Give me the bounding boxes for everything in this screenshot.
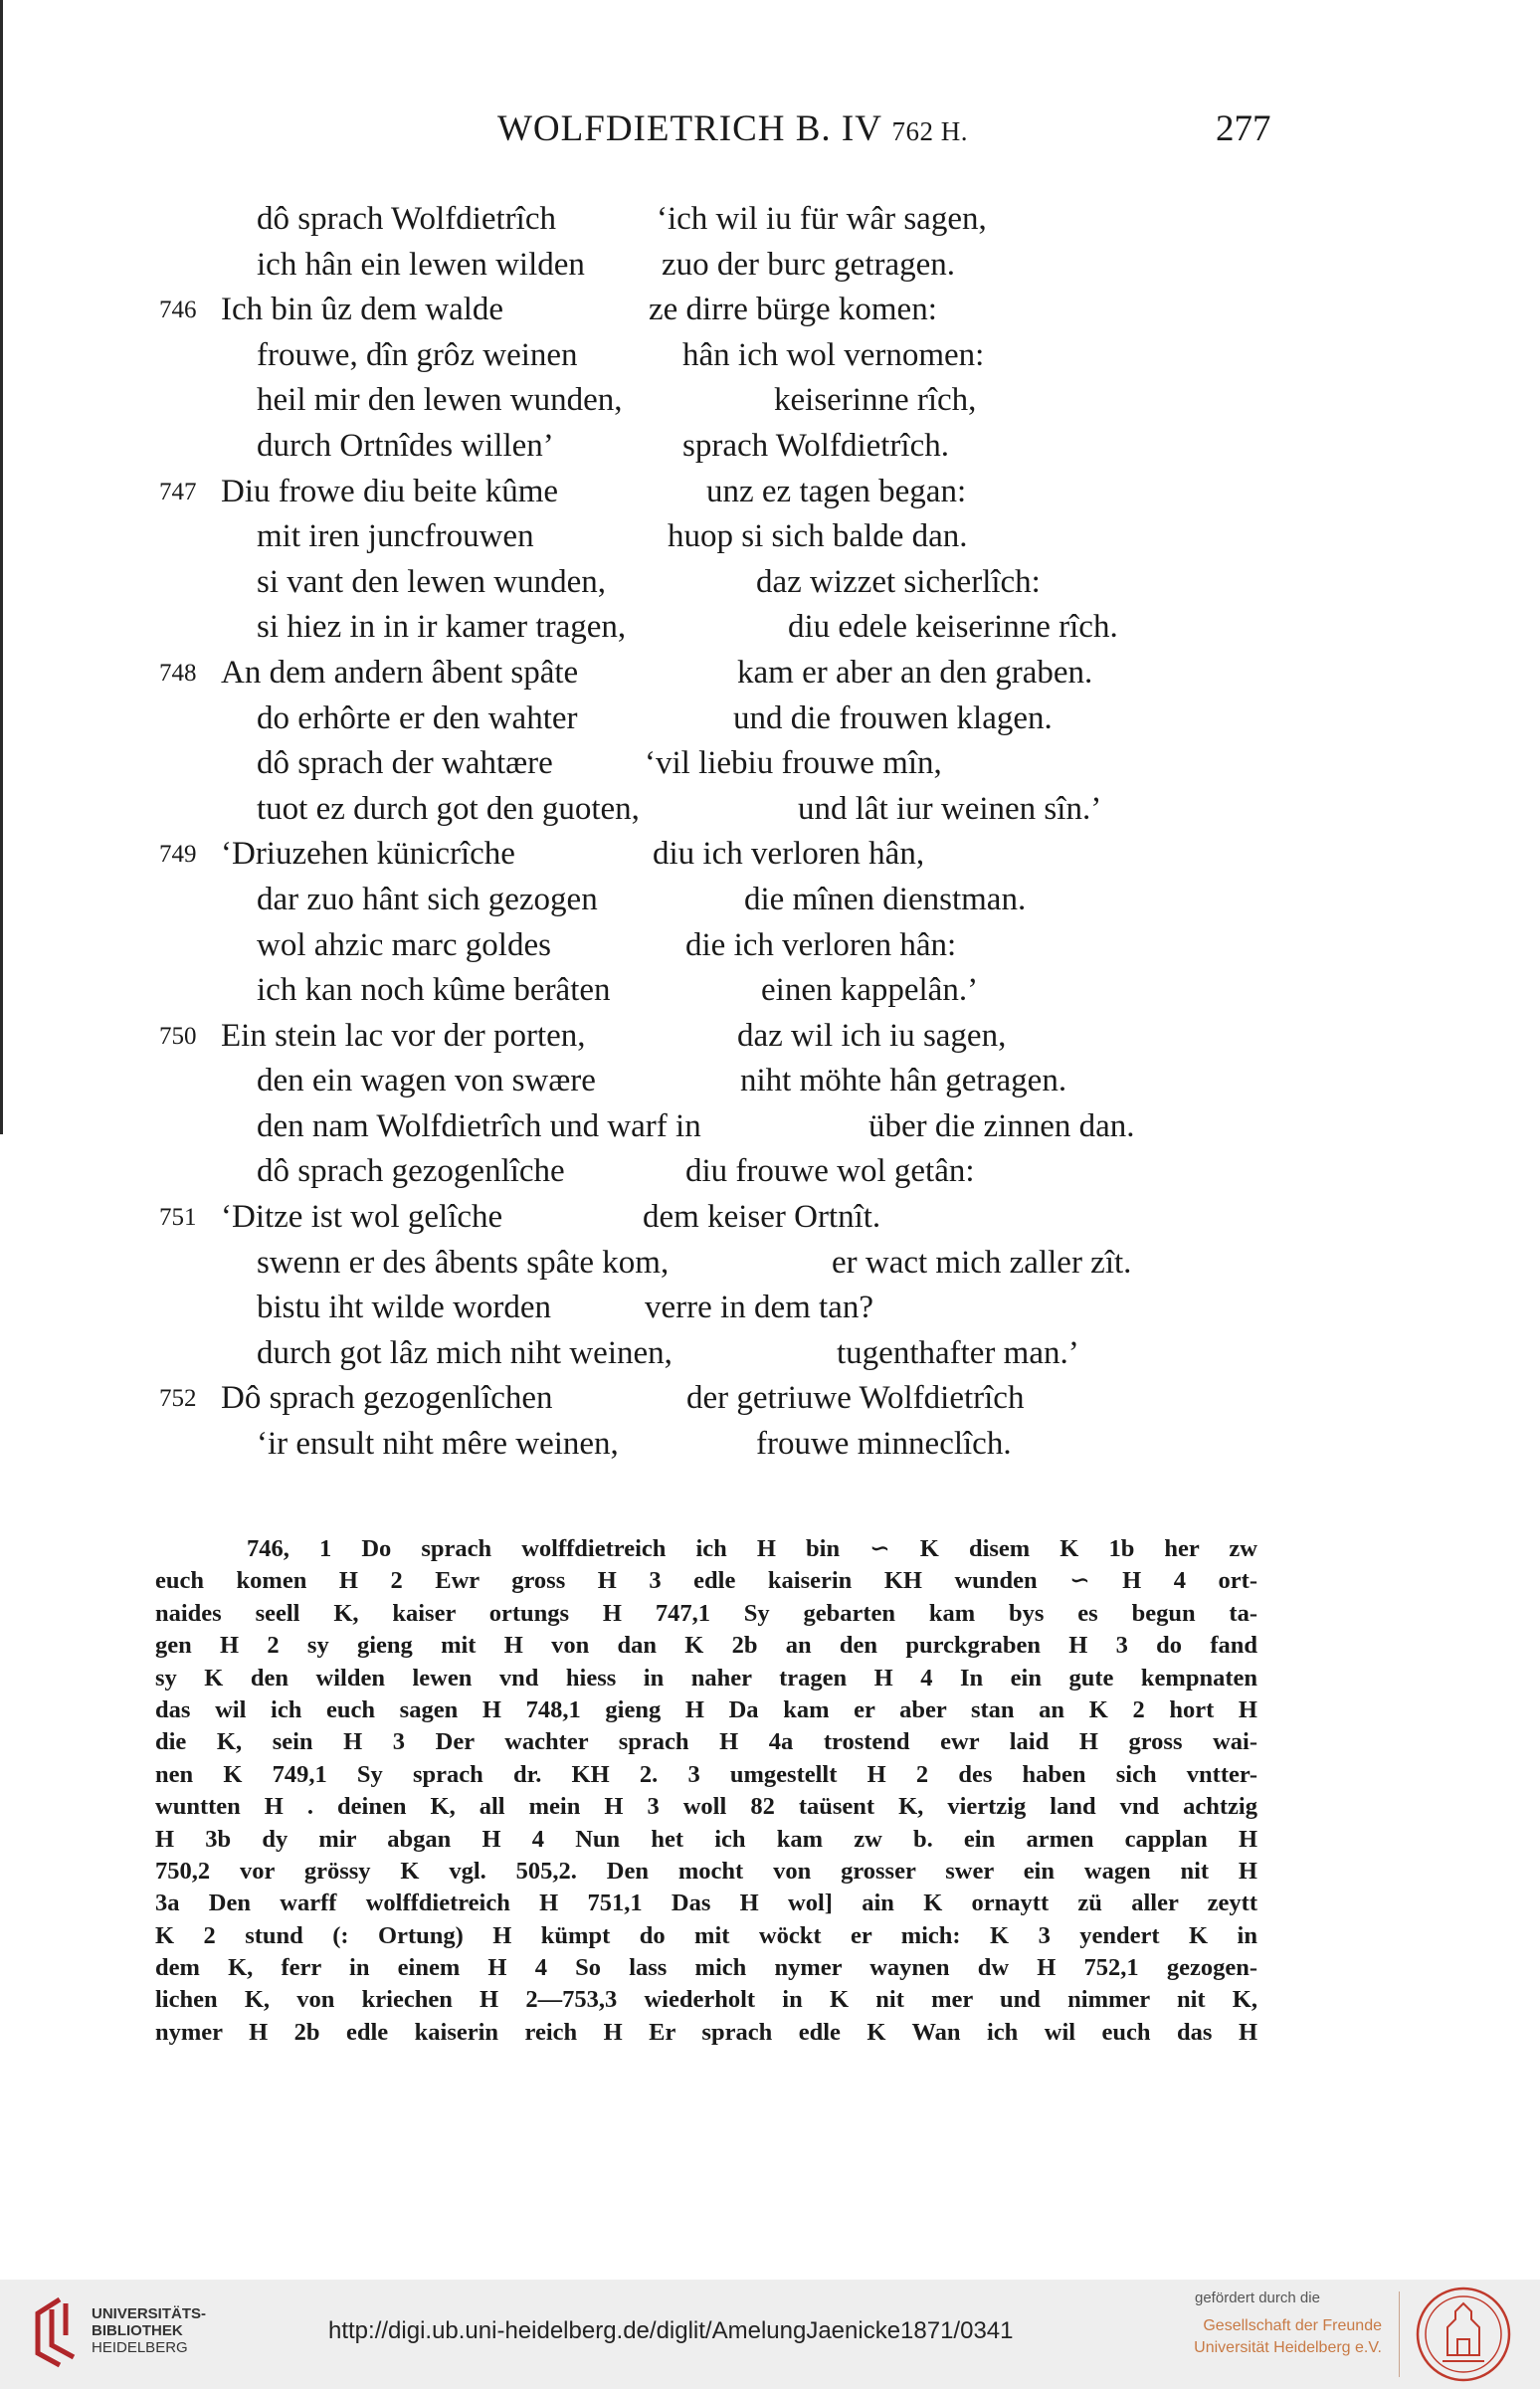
verse-first-half: ich hân ein lewen wilden xyxy=(257,246,585,283)
verse-first-half: do erhôrte er den wahter xyxy=(257,699,578,736)
verse-line xyxy=(0,1331,1540,1377)
verse-line xyxy=(0,832,1540,878)
sponsor-label: gefördert durch die xyxy=(1195,2289,1320,2306)
verse-second-half: diu edele keiserinne rîch. xyxy=(788,609,1118,646)
library-name-line1: UNIVERSITÄTS- xyxy=(92,2305,207,2322)
verse-line xyxy=(0,470,1540,515)
verse-first-half: den ein wagen von swære xyxy=(257,1063,596,1099)
apparatus-line: nymer H 2b edle kaiserin reich H Er sprach edle K Wan ich wil euch das H xyxy=(155,2018,1257,2046)
verse-second-half: und lât iur weinen sîn.’ xyxy=(798,790,1102,827)
verse-second-half: kam er aber an den graben. xyxy=(737,654,1093,691)
library-name-line3: HEIDELBERG xyxy=(92,2339,188,2356)
verse-first-half: durch got lâz mich niht weinen, xyxy=(257,1334,673,1371)
verse-second-half: einen kappelân.’ xyxy=(761,972,979,1009)
verse-line xyxy=(0,1014,1540,1060)
verse-second-half: verre in dem tan? xyxy=(645,1290,873,1326)
apparatus-line: naides seell K, kaiser ortungs H 747,1 Sy gebarten kam bys es begun ta- xyxy=(155,1599,1257,1627)
verse-line xyxy=(0,197,1540,243)
apparatus-line: gen H 2 sy gieng mit H von dan K 2b an den purckgraben H 3 do fand xyxy=(155,1632,1257,1660)
verse-second-half: ‘ich wil iu für wâr sagen, xyxy=(657,201,987,237)
verse-second-half: zuo der burc getragen. xyxy=(662,246,956,283)
apparatus-line: dem K, ferr in einem H 4 So lass mich nymer waynen dw H 752,1 gezogen- xyxy=(155,1954,1257,1982)
verse-second-half: er wact mich zaller zît. xyxy=(832,1244,1132,1281)
verse-second-half: frouwe minneclîch. xyxy=(756,1426,1012,1463)
verse-line xyxy=(0,243,1540,289)
verse-second-half: ze dirre bürge komen: xyxy=(649,292,937,328)
verse-line xyxy=(0,1422,1540,1468)
verse-second-half: die ich verloren hân: xyxy=(685,926,957,963)
running-title xyxy=(497,107,968,150)
verse-first-half: ‘Driuzehen künicrîche xyxy=(221,836,515,873)
page-number: 277 xyxy=(1216,108,1271,149)
library-name xyxy=(92,2305,206,2356)
verse-second-half: huop si sich balde dan. xyxy=(668,518,968,555)
verse-line xyxy=(0,968,1540,1014)
verse-first-half: Ich bin ûz dem walde xyxy=(221,292,504,328)
verse-first-half: den nam Wolfdietrîch und warf in xyxy=(257,1107,701,1144)
verse-second-half: daz wizzet sicherlîch: xyxy=(756,563,1041,600)
apparatus-line: wuntten H . deinen K, all mein H 3 woll 82 taüsent K, viertzig land vnd achtzig xyxy=(155,1793,1257,1821)
verse-line xyxy=(0,288,1540,333)
verse-line xyxy=(0,560,1540,606)
verse-line xyxy=(0,1104,1540,1150)
verse-line xyxy=(0,923,1540,969)
verse-first-half: dô sprach Wolfdietrîch xyxy=(257,201,556,237)
verse-first-half: bistu iht wilde worden xyxy=(257,1290,552,1326)
stanza-number: 746 xyxy=(159,297,197,324)
verse-first-half: ‘ir ensult niht mêre weinen, xyxy=(257,1426,619,1463)
verse-first-half: si vant den lewen wunden, xyxy=(257,563,606,600)
verse-first-half: Ein stein lac vor der porten, xyxy=(221,1017,586,1054)
apparatus-line: lichen K, von kriechen H 2—753,3 wiederholt in K nit mer und nimmer nit K, xyxy=(155,1986,1257,2014)
verse-first-half: dar zuo hânt sich gezogen xyxy=(257,881,598,917)
apparatus-line: 750,2 vor grössy K vgl. 505,2. Den mocht von grosser swer ein wagen nit H xyxy=(155,1857,1257,1885)
verse-line xyxy=(0,1059,1540,1104)
verse-second-half: sprach Wolfdietrîch. xyxy=(682,427,949,464)
verse-second-half: hân ich wol vernomen: xyxy=(682,336,985,373)
apparatus-line: euch komen H 2 Ewr gross H 3 edle kaiserin KH wunden ∽ H 4 ort- xyxy=(155,1567,1257,1595)
verse-second-half: diu frouwe wol getân: xyxy=(685,1153,975,1190)
stanza-number: 749 xyxy=(159,841,197,869)
running-head xyxy=(0,107,1540,157)
verse-second-half: über die zinnen dan. xyxy=(868,1107,1135,1144)
apparatus-line: nen K 749,1 Sy sprach dr. KH 2. 3 umgestellt H 2 des haben sich vntter- xyxy=(155,1760,1257,1788)
verse-first-half: dô sprach der wahtære xyxy=(257,745,553,782)
verse-first-half: swenn er des âbents spâte kom, xyxy=(257,1244,670,1281)
verse-line xyxy=(0,741,1540,787)
apparatus-line: K 2 stund (: Ortung) H kümpt do mit wöckt er mich: K 3 yendert K in xyxy=(155,1921,1257,1949)
verse-second-half: dem keiser Ortnît. xyxy=(643,1199,881,1236)
apparatus-line: H 3b dy mir abgan H 4 Nun het ich kam zw b. ein armen capplan H xyxy=(155,1825,1257,1853)
verse-first-half: dô sprach gezogenlîche xyxy=(257,1153,565,1190)
verse-line xyxy=(0,424,1540,470)
verse-line xyxy=(0,605,1540,651)
running-title-main: WOLFDIETRICH B. IV xyxy=(497,108,892,149)
verse-second-half: diu ich verloren hân, xyxy=(653,836,925,873)
apparatus-line: 3a Den warff wolffdietreich H 751,1 Das H wol] ain K ornaytt zü aller zeytt xyxy=(155,1890,1257,1917)
verse-first-half: heil mir den lewen wunden, xyxy=(257,382,623,419)
verse-line xyxy=(0,1376,1540,1422)
verse-second-half: keiserinne rîch, xyxy=(774,382,977,419)
verse-line xyxy=(0,514,1540,560)
sponsor-name xyxy=(1189,2315,1382,2359)
verse-line xyxy=(0,697,1540,742)
verse-line xyxy=(0,378,1540,424)
verse-line xyxy=(0,333,1540,379)
stanza-number: 750 xyxy=(159,1022,197,1050)
verse-second-half: der getriuwe Wolfdietrîch xyxy=(686,1380,1025,1417)
verse-first-half: frouwe, dîn grôz weinen xyxy=(257,336,578,373)
footer-divider xyxy=(1399,2291,1400,2377)
stanza-number: 752 xyxy=(159,1385,197,1413)
verse-second-half: tugenthafter man.’ xyxy=(837,1334,1079,1371)
sponsor-line1: Gesellschaft der Freunde xyxy=(1203,2317,1382,2334)
verse-second-half: die mînen dienstman. xyxy=(744,881,1027,917)
stanza-number: 751 xyxy=(159,1204,197,1232)
verse-first-half: An dem andern âbent spâte xyxy=(221,654,579,691)
sponsor-line2: Universität Heidelberg e.V. xyxy=(1194,2339,1382,2356)
verse-text xyxy=(0,197,1540,1468)
verse-first-half: durch Ortnîdes willen’ xyxy=(257,427,554,464)
stanza-number: 748 xyxy=(159,659,197,687)
verse-line xyxy=(0,1195,1540,1241)
university-library-logo-icon xyxy=(30,2295,82,2369)
critical-apparatus xyxy=(155,1533,1257,2049)
verse-second-half: niht möhte hân getragen. xyxy=(740,1063,1067,1099)
verse-first-half: ‘Ditze ist wol gelîche xyxy=(221,1199,503,1236)
verse-first-half: wol ahzic marc goldes xyxy=(257,926,551,963)
verse-second-half: unz ez tagen began: xyxy=(706,473,967,509)
stanza-number: 747 xyxy=(159,478,197,505)
verse-first-half: mit iren juncfrouwen xyxy=(257,518,534,555)
verse-second-half: ‘vil liebiu frouwe mîn, xyxy=(645,745,942,782)
verse-first-half: ich kan noch kûme berâten xyxy=(257,972,611,1009)
running-title-stanza: 762 H. xyxy=(891,116,969,146)
verse-second-half: daz wil ich iu sagen, xyxy=(737,1017,1007,1054)
verse-line xyxy=(0,878,1540,923)
university-seal-icon xyxy=(1415,2286,1512,2383)
verse-line xyxy=(0,1149,1540,1195)
verse-line xyxy=(0,1241,1540,1287)
apparatus-line: das wil ich euch sagen H 748,1 gieng H Da kam er aber stan an K 2 hort H xyxy=(155,1695,1257,1723)
permalink[interactable]: http://digi.ub.uni-heidelberg.de/diglit/AmelungJaenicke1871/0341 xyxy=(328,2317,1014,2344)
apparatus-line: die K, sein H 3 Der wachter sprach H 4a trostend ewr laid H gross wai- xyxy=(155,1728,1257,1756)
verse-first-half: tuot ez durch got den guoten, xyxy=(257,790,640,827)
verse-line xyxy=(0,787,1540,833)
verse-first-half: Diu frowe diu beite kûme xyxy=(221,473,559,509)
verse-second-half: und die frouwen klagen. xyxy=(733,699,1053,736)
verse-first-half: si hiez in in ir kamer tragen, xyxy=(257,609,627,646)
verse-line xyxy=(0,651,1540,697)
library-name-line2: BIBLIOTHEK xyxy=(92,2322,183,2339)
footer-bar xyxy=(0,2280,1540,2389)
verse-first-half: Dô sprach gezogenlîchen xyxy=(221,1380,553,1417)
apparatus-line: sy K den wilden lewen vnd hiess in naher tragen H 4 In ein gute kempnaten xyxy=(155,1664,1257,1692)
verse-line xyxy=(0,1286,1540,1331)
apparatus-line: 746, 1 Do sprach wolffdietreich ich H bin ∽ K disem K 1b her zw xyxy=(247,1535,1257,1562)
